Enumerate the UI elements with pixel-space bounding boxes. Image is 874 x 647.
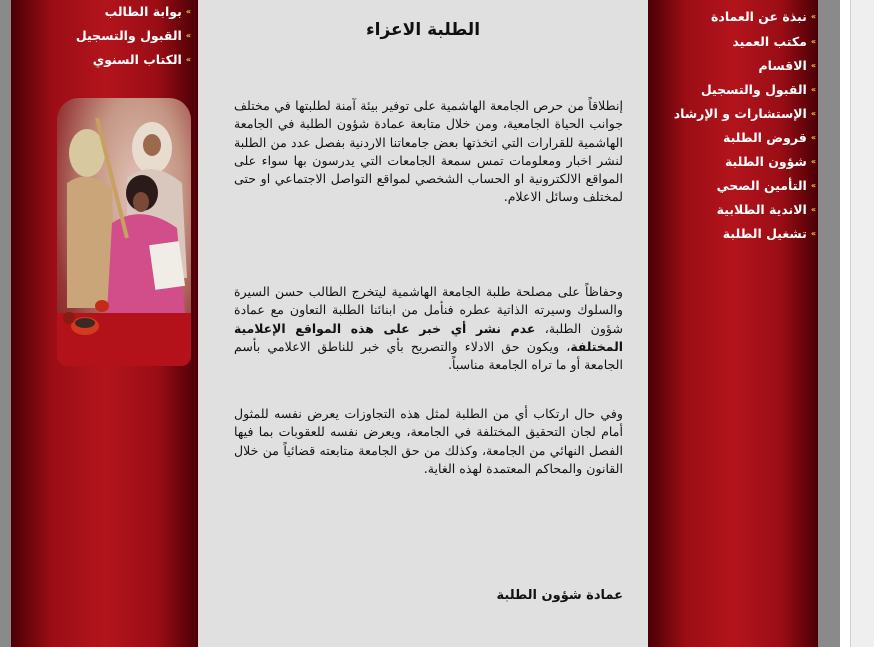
double-chevron-right-icon: »	[810, 61, 816, 70]
paragraph-guidance-end: ، ويكون حق الادلاء والتصريح بأي خبر للناطق الاعلامي بأسم الجامعة أو ما تراه الجامعة مناسباً.	[234, 338, 623, 373]
right-nav-student-employment[interactable]	[723, 226, 816, 241]
signature: عمادة شؤون الطلبة	[496, 588, 623, 603]
right-nav-health-insurance[interactable]	[717, 178, 816, 193]
double-chevron-right-icon: »	[810, 181, 816, 190]
double-chevron-right-icon: »	[810, 85, 816, 94]
scrollbar-track[interactable]	[850, 0, 874, 647]
students-photo-svg	[57, 98, 191, 366]
paragraph-guidance-start: وحفاظاً على مصلحة طلبة الجامعة الهاشمية ليتخرج الطالب حسن السيرة والسلوك وسيرته الذاتية عطره فنأمل من ابنائنا الطلبة التعاون مع عمادة شؤون الطلبة،	[234, 284, 623, 336]
double-chevron-right-icon: »	[185, 7, 191, 16]
right-nav-label: التأمين الصحي	[716, 178, 807, 193]
double-chevron-right-icon: »	[810, 37, 816, 46]
right-sidebar	[648, 0, 818, 647]
right-nav-admission[interactable]	[701, 82, 816, 97]
page-title: الطلبة الاعزاء	[365, 20, 481, 40]
right-nav-departments[interactable]	[758, 58, 816, 73]
right-nav-dean-office[interactable]	[732, 34, 816, 49]
paragraph-guidance-bold: عدم نشر أي خبر على هذه المواقع الإعلامية المختلفة	[234, 320, 623, 354]
paragraph-guidance	[234, 283, 623, 374]
left-nav-label: الكتاب السنوي	[92, 52, 182, 67]
right-nav-label: مكتب العميد	[732, 34, 807, 49]
right-nav-label: القبول والتسجيل	[700, 82, 807, 97]
right-gray-frame	[818, 0, 840, 647]
paragraph-penalties: وفي حال ارتكاب أي من الطلبة لمثل هذه التجاوزات يعرض نفسه للمثول أمام لجان التحقيق المختلفة في الجامعة، ويعرض نفسه للعقوبات بما فيها الفصل النهائي من الجامعة، وكذلك من حق الجامعة متابعته قضائياً من خلال القانون والمحاكم المعتمدة لهذه الغاية.	[234, 406, 623, 476]
right-nav-about[interactable]	[711, 9, 816, 24]
left-nav-label: بوابة الطالب	[104, 4, 182, 19]
right-nav-label: الاقسام	[758, 58, 807, 73]
right-nav-label: شؤون الطلبة	[724, 154, 807, 169]
paragraph-intro: إنطلاقاً من حرص الجامعة الهاشمية على توفير بيئة آمنة لطلبتها في مختلف جوانب الحياة الجامعية، ومن خلال متابعة عمادة شؤون الطلبة في الجامعة الهاشمية للقرارات التي اتخذتها بعض جامعاتنا الاردنية بفصل عدد من الطلبة لنشر اخبار ومعلومات تمس سمعة الجامعات التي يدرسون بها سواء على المواقع الالكترونية او الحساب الشخصي لمواقع التواصل الاجتماعي او حتى لمختلف وسائل الاعلام.	[234, 98, 623, 205]
double-chevron-right-icon: »	[810, 12, 816, 21]
right-nav-label: نبذة عن العمادة	[711, 9, 807, 24]
double-chevron-right-icon: »	[185, 55, 191, 64]
left-gray-frame	[0, 0, 11, 647]
right-nav-label: قروض الطلبة	[722, 130, 807, 145]
double-chevron-right-icon: »	[810, 109, 816, 118]
right-nav-counseling[interactable]	[674, 106, 816, 121]
left-nav-yearbook[interactable]	[93, 52, 191, 67]
double-chevron-right-icon: »	[185, 31, 191, 40]
left-nav-student-portal[interactable]	[105, 4, 191, 19]
left-nav-label: القبول والتسجيل	[75, 28, 182, 43]
double-chevron-right-icon: »	[810, 133, 816, 142]
right-nav-label: الاندية الطلابية	[716, 202, 807, 217]
double-chevron-right-icon: »	[810, 229, 816, 238]
left-nav-admission[interactable]	[76, 28, 191, 43]
main-content	[198, 0, 648, 647]
right-nav-label: تشغيل الطلبة	[722, 226, 807, 241]
right-nav-student-loans[interactable]	[723, 130, 816, 145]
right-nav-label: الإستشارات و الإرشاد	[673, 106, 807, 121]
double-chevron-right-icon: »	[810, 205, 816, 214]
students-photo	[57, 98, 191, 366]
right-nav-student-affairs[interactable]	[725, 154, 816, 169]
right-nav-student-clubs[interactable]	[717, 202, 816, 217]
double-chevron-right-icon: »	[810, 157, 816, 166]
